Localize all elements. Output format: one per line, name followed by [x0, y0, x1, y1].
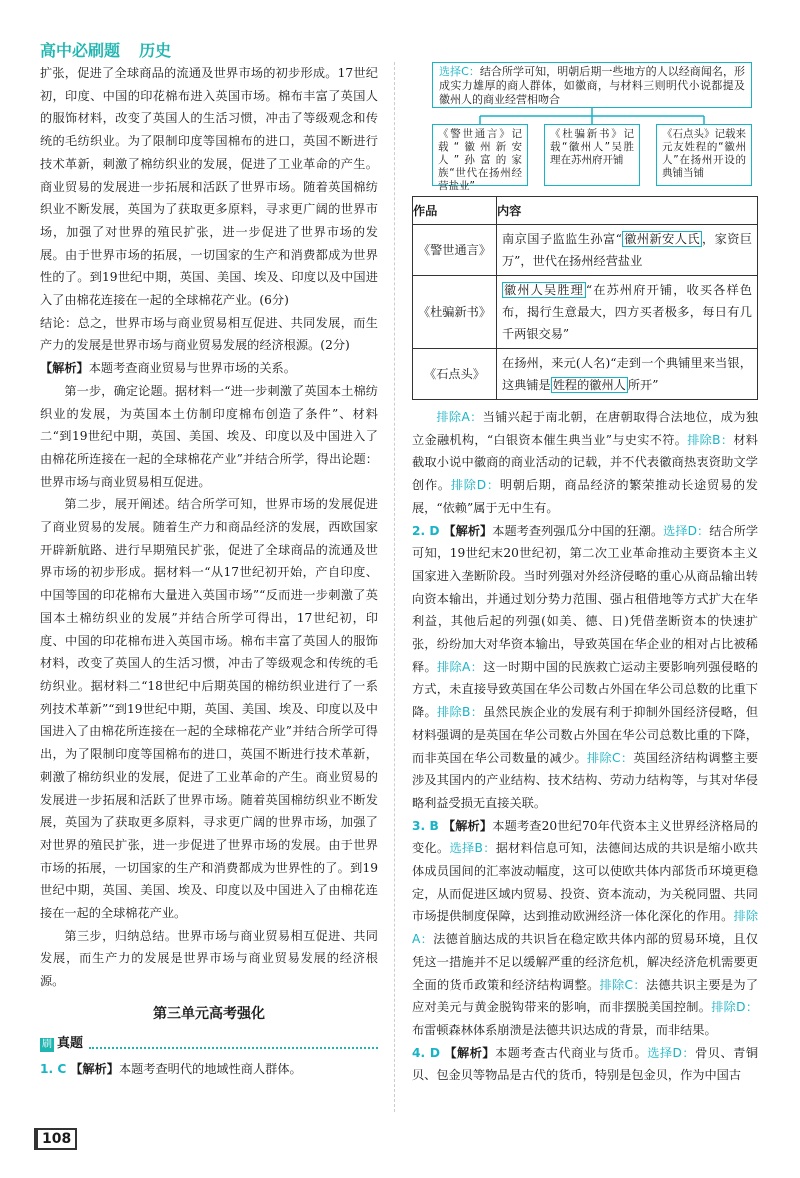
brush-icon: 刷	[42, 1038, 52, 1050]
exclude-label: 排除B：	[687, 432, 734, 447]
diagram-conclusion-text: 结合所学可知，明朝后期一些地方的人以经商闻名，形成实力雄厚的商人群体，如徽商，与材料三则明代小说都提及徽州人的商业经营相吻合	[439, 65, 745, 106]
q3-tag: 【解析】	[442, 818, 493, 833]
q1-header	[40, 1058, 378, 1081]
analysis-intro	[40, 357, 378, 380]
exclude-label: 排除C：	[587, 750, 634, 765]
dotted-divider	[89, 1041, 378, 1049]
subject-title: 历史	[139, 41, 172, 60]
highlighted-phrase: 徽州新安人氏	[623, 232, 700, 246]
book-title: 高中必刷题	[40, 41, 121, 60]
analysis-intro-text: 本题考查商业贸易与世界市场的关系。	[88, 361, 296, 376]
exclude-label: 排除A：	[412, 909, 759, 947]
exclude-text: 布雷顿森林体系崩溃是法德共识达成的背景，而非结果。	[412, 1022, 717, 1037]
page-header	[40, 38, 185, 60]
table-cell-work: 《石点头》	[413, 349, 497, 400]
works-table	[412, 196, 758, 400]
exclude-label: 排除C：	[599, 977, 646, 992]
analysis-step-2: 第二步，展开阐述。结合所学可知，世界市场的发展促进了商业贸易的发展。随着生产力和商品经济的发展，西欧国家开辟新航路、进行早期殖民扩张，促进了全球商品的流通及世界市场的初步形成。据材料一“从17世纪初开始，产自印度、中国等国的印花棉布大量进入英国市场”“反而进一步刺激了英国本土棉纺织业的发展”并结合所学可得出，17世纪初，印度、中国的印花棉布进入英国市场。棉布丰富了英国人的服饰材料，改变了英国人的生活习惯，冲击了等级观念和传统的毛纺织业。据材料二“18世纪中后期英国的棉纺织业进行了一系列技术革新”“到19世纪中期，英国、美国、埃及、印度以及中国进入了由棉花所连接在一起的全球棉花产业”并结合所学可得出，为了限制印度等国棉布的进口，英国不断进行技术革新，刺激了棉纺织业的发展，促进了工业革命的产生。商业贸易的发展进一步拓展和活跃了世界市场。随着英国棉纺织业不断发展，英国为了获取更多原料，寻求更广阔的世界市场，加强了对世界的殖民扩张，进一步促进了世界市场的发展。由于世界市场的拓展，一切国家的生产和消费都成为世界性的了。到19世纪中期，英国、美国、埃及、印度以及中国进入了由棉花连接在一起的全球棉花产业。	[40, 497, 378, 921]
exclude-text: 英国经济结构调整主要涉及其国内的产业结构、技术结构、劳动力结构等，与其对华侵略利益受损无直接关联。	[412, 750, 759, 810]
analysis-step-3: 第三步，归纳总结。世界市场与商业贸易相互促进、共同发展，而生产力的发展是世界市场与商业贸易发展的经济根源。	[40, 928, 378, 989]
table-row	[413, 349, 758, 400]
exclude-label: 排除D：	[450, 478, 500, 493]
choice-label: 选择D：	[647, 1045, 696, 1060]
table-header-work: 作品	[413, 197, 497, 225]
content-text: 南京国子监监生孙富“	[502, 232, 622, 246]
content-text: “在苏州府开铺，收买各样色布，揭行生意最大，四方买者极多，每日有几千两银交易”	[502, 283, 752, 341]
exclude-label: 排除A：	[437, 659, 484, 674]
exclude-label: 排除D：	[711, 1000, 759, 1015]
q4-intro: 本题考查古代商业与货币。	[495, 1045, 648, 1060]
q3-intro: 本题考查20世纪70年代资本主义世界经济格局的变化。	[412, 818, 759, 856]
q3-number: 3. B	[412, 818, 439, 833]
q4-tag: 【解析】	[444, 1045, 496, 1060]
q2-intro: 本题考查列强瓜分中国的狂潮。	[492, 523, 664, 538]
exclude-text: 法德首脑达成的共识旨在稳定欧共体内部的贸易环境，且仅凭这一措施并不足以缓解严重的经济危机，解决经济危机需要更全面的货币政策和经济结构调整。	[412, 932, 759, 992]
q1-intro: 本题考查明代的地域性商人群体。	[118, 1061, 302, 1076]
diagram-evidence-box-2: 《杜骗新书》记载“徽州人”吴胜理在苏州府开铺	[544, 124, 640, 186]
exclude-text: 材料截取小说中徽商的商业活动的记载，并不代表徽商热衷资助文学创作。	[412, 432, 758, 493]
content-text: ，家资巨万”，世代在扬州经营盐业	[502, 232, 753, 268]
q1-exclude-a	[412, 406, 758, 520]
left-column	[40, 62, 378, 1080]
exclude-label: 排除A：	[436, 410, 483, 424]
exclude-text: 这一时期中国的民族救亡运动主要影响列强侵略的方式，未直接导致英国在华公司数占外国在华公司总数的比重下降。	[412, 659, 759, 720]
choice-label: 选择D：	[663, 523, 710, 538]
q3-answer	[412, 815, 758, 1042]
table-row	[413, 225, 758, 276]
table-header-row	[413, 197, 758, 225]
table-cell-content	[497, 276, 758, 349]
exclude-label: 排除B：	[437, 705, 484, 720]
exclude-text: 当铺兴起于南北朝，在唐朝取得合法地位，成为独立金融机构，“白银资本催生典当业”与史实不符。	[412, 410, 759, 447]
exclude-text: 明朝后期，商品经济的繁荣推动长途贸易的发展，“依赖”属于无中生有。	[412, 478, 758, 515]
answer-conclusion: 结论：总之，世界市场与商业贸易相互促进、共同发展，而生产力的发展是世界市场与商业贸易发展的经济根源。(2分)	[40, 315, 378, 353]
reasoning-diagram	[412, 62, 758, 192]
q2-number: 2. D	[412, 523, 440, 538]
content-text: 所开”	[627, 378, 659, 392]
highlighted-phrase: 徽州人吴胜理	[504, 283, 584, 297]
table-cell-work: 《警世通言》	[413, 225, 497, 276]
diagram-conclusion-box	[432, 62, 752, 108]
zhenti-label: 真题	[57, 1036, 84, 1052]
column-divider	[394, 62, 395, 1112]
diagram-evidence-box-3: 《石点头》记载来元友姓程的“徽州人”在扬州开设的典铺当铺	[656, 124, 752, 186]
q1-tag: 【解析】	[70, 1061, 119, 1076]
choice-text: 据材料信息可知，法德间达成的共识是缩小欧共体成员国间的汇率波动幅度，这可以使欧共体内部货币环境更稳定，从而促进区域内贸易、投资、资本流动，为关税同盟、共同市场提供制度保障，达到推动欧洲经济一体化深化的作用。	[412, 841, 758, 924]
q1-number: 1. C	[40, 1061, 67, 1076]
exclude-text: 法德共识主要是为了应对美元与黄金脱钩带来的影响，而非摆脱美国控制。	[412, 977, 759, 1015]
table-row	[413, 276, 758, 349]
choice-text: 骨贝、青铜贝、包金贝等物品是古代的货币，特别是包金贝，作为中国古	[412, 1045, 759, 1083]
q2-tag: 【解析】	[443, 523, 493, 538]
diagram-choice-label: 选择C：	[439, 65, 480, 78]
q4-answer	[412, 1042, 758, 1087]
q2-answer	[412, 520, 758, 815]
choice-text: 结合所学可知，19世纪末20世纪初，第二次工业革命推动主要资本主义国家进入垄断阶段。当时列强对外经济侵略的重心从商品输出转向资本输出，并通过划分势力范围、强占租借地等方式扩大在华利益，其他后起的列强(如美、德、日)凭借垄断资本的快速扩张，纷纷加大对华资本输出，导致英国在华企业的相对占比被稀释。	[412, 523, 759, 674]
page-number: 108	[34, 1128, 77, 1150]
table-cell-work: 《杜骗新书》	[413, 276, 497, 349]
exclude-text: 虽然民族企业的发展有利于抑制外国经济侵略，但材料强调的是英国在华公司数占外国在华公司总数比重的下降，而非英国在华公司数量的减少。	[412, 705, 759, 765]
q4-number: 4. D	[412, 1045, 440, 1060]
analysis-step-1: 第一步，确定论题。据材料一“进一步刺激了英国本土棉纺织业的发展，为英国本土仿制印度棉布创造了条件”、材料二“到19世纪中期，英国、美国、埃及、印度以及中国进入了由棉花所连接在一起的全球棉花产业”并结合所学，得出论题：世界市场与商业贸易相互促进。	[40, 383, 378, 489]
diagram-evidence-box-1: 《警世通言》记载“徽州新安人”孙富的家族“世代在扬州经营盐业”	[432, 124, 528, 186]
content-text: 在扬州，来元(人名)“走到一个典铺里来当银，这典铺是	[502, 356, 752, 392]
zhenti-section-bar	[40, 1034, 378, 1056]
analysis-tag: 【解析】	[40, 361, 89, 376]
answer-paragraph-1: 扩张，促进了全球商品的流通及世界市场的初步形成。17世纪初，印度、中国的印花棉布进入英国市场。棉布丰富了英国人的服饰材料，改变了英国人的生活习惯，冲击了等级观念和传统的毛纺织业。为了限制印度等国棉布的进口，英国不断进行技术革新，刺激了棉纺织业的发展，促进了工业革命的产生。商业贸易的发展进一步拓展和活跃了世界市场。随着英国棉纺织业不断发展，英国为了获取更多原料，寻求更广阔的世界市场，加强了对世界的殖民扩张，进一步促进了世界市场的发展。由于世界市场的拓展，一切国家的生产和消费都成为世界性的了。到19世纪中期，英国、美国、埃及、印度以及中国进入了由棉花连接在一起的全球棉花产业。(6分)	[40, 66, 378, 308]
table-cell-content	[497, 225, 758, 276]
choice-label: 选择B：	[449, 841, 496, 856]
unit-title: 第三单元高考强化	[153, 1005, 265, 1022]
highlighted-phrase: 姓程的徽州人	[552, 378, 626, 392]
table-header-content: 内容	[497, 197, 758, 225]
table-cell-content	[497, 349, 758, 400]
right-column	[412, 62, 758, 1087]
